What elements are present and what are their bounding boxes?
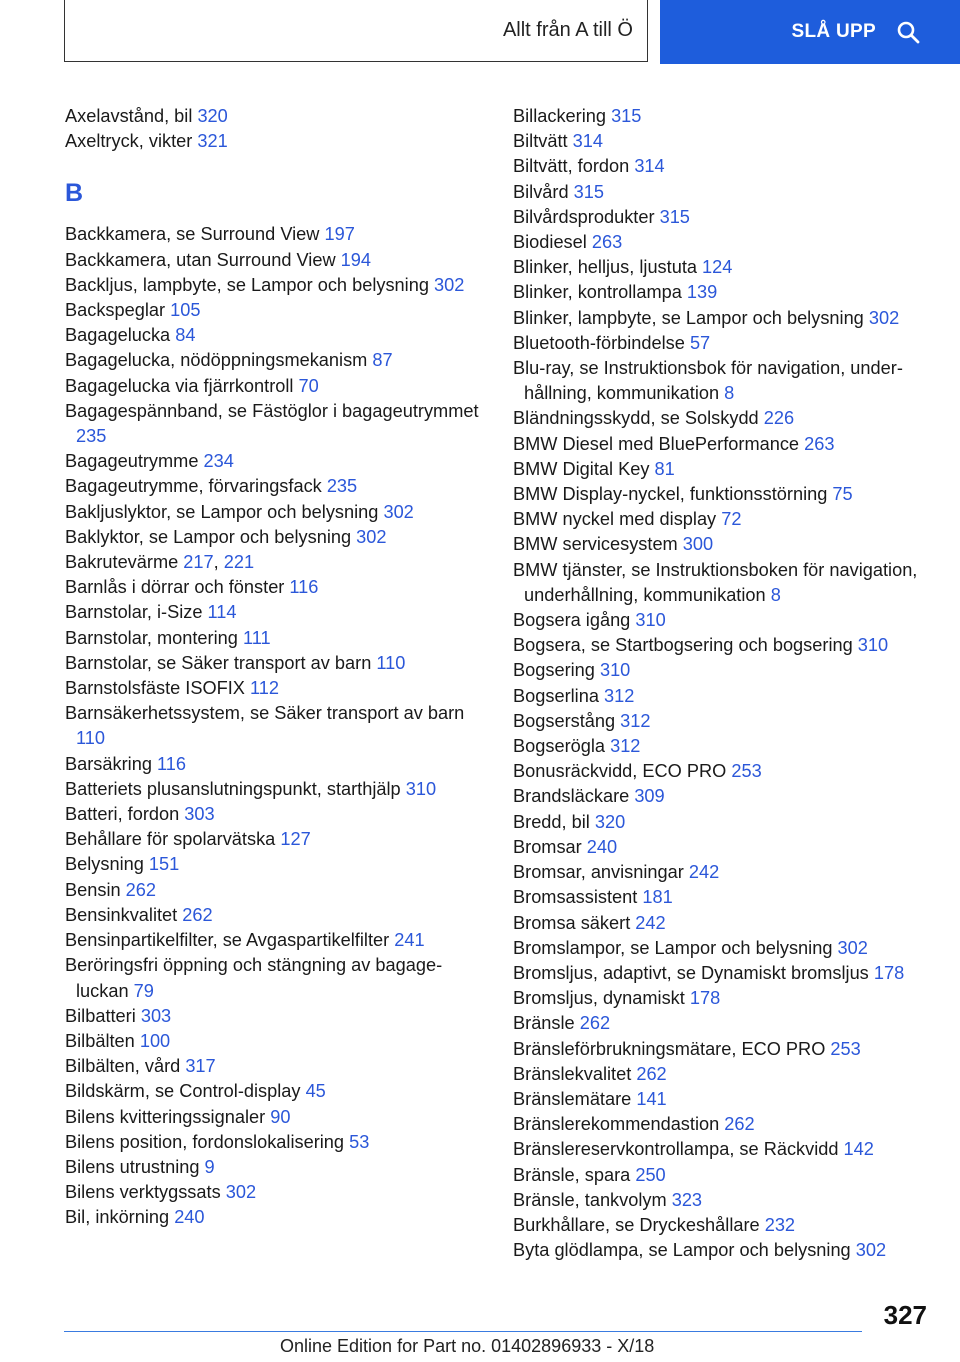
index-entry	[513, 255, 933, 280]
index-entry	[513, 230, 933, 255]
index-term: Axelavstånd, bil	[65, 106, 198, 126]
page-link[interactable]: 75	[832, 484, 853, 505]
index-term: Bil, inkörning	[65, 1207, 175, 1228]
index-entry	[513, 205, 933, 230]
page-link[interactable]: 226	[763, 408, 795, 429]
page-link[interactable]: 84	[175, 325, 196, 346]
index-entry	[513, 608, 933, 633]
index-entry	[513, 1037, 933, 1062]
page-link[interactable]: 45	[305, 1081, 326, 1102]
index-entry	[513, 129, 933, 154]
index-entry	[513, 961, 933, 986]
index-entry	[513, 306, 933, 331]
index-entry	[65, 852, 485, 877]
index-entry	[513, 331, 933, 356]
index-term: Barnsäkerhetssystem, se Säker transport av barn	[65, 703, 465, 724]
edition-footer: Online Edition for Part no. 01402896933 - X/18	[280, 1336, 655, 1356]
index-entry	[65, 827, 485, 852]
index-term: Bensinkvalitet	[65, 904, 183, 925]
page-link[interactable]: 315	[573, 181, 605, 202]
page-link[interactable]: 302	[225, 1182, 257, 1203]
index-term: Bensinpartikelfilter, se Avgaspartikelfilter	[65, 930, 395, 951]
index-entry	[65, 399, 485, 449]
index-entry	[65, 449, 485, 474]
index-entry	[513, 936, 933, 961]
page-link[interactable]: 242	[688, 862, 720, 883]
index-term: Bromsljus, dynamiskt	[513, 988, 690, 1009]
index-term: Barnstolar, i-Size	[65, 602, 208, 623]
page-link[interactable]: 317	[185, 1056, 216, 1077]
index-term: Bilbälten	[65, 1030, 140, 1051]
page-link[interactable]: 241	[394, 930, 425, 951]
index-term: Biltvätt	[513, 131, 573, 152]
index-entry	[513, 986, 933, 1011]
tab-a-to-z-label: Allt från A till Ö	[502, 19, 633, 41]
page-link[interactable]: 139	[686, 282, 718, 303]
page-link[interactable]: 194	[340, 249, 372, 270]
index-term: BMW servicesystem	[513, 534, 683, 555]
index-term: Bränsle, tankvolym	[513, 1189, 672, 1210]
index-term: Brandsläckare	[513, 786, 635, 807]
page-link[interactable]: 105	[170, 300, 201, 321]
page-link[interactable]: 302	[837, 937, 868, 958]
page-link[interactable]: 8	[724, 383, 735, 404]
page-link[interactable]: 262	[636, 1063, 667, 1084]
index-term: Barnstolar, montering	[65, 627, 243, 648]
index-term: Blinker, kontrollampa	[513, 282, 687, 303]
page-link[interactable]: 221	[223, 552, 255, 573]
index-entry	[513, 835, 933, 860]
page-link[interactable]: 314	[634, 156, 665, 177]
index-entry	[513, 633, 933, 658]
page-link[interactable]: 87	[372, 350, 393, 371]
page-link[interactable]: 53	[349, 1131, 370, 1152]
index-entry	[513, 1238, 933, 1263]
index-entry	[513, 406, 933, 431]
index-term: Bogserstång	[513, 710, 621, 731]
page-link[interactable]: 302	[855, 1240, 887, 1261]
page-link[interactable]: 312	[604, 685, 635, 706]
page-link[interactable]: 8	[770, 584, 781, 605]
index-entry	[65, 222, 485, 247]
index-entry	[65, 802, 485, 827]
index-entry	[65, 1180, 485, 1205]
index-entry	[513, 507, 933, 532]
page-link[interactable]: 90	[270, 1106, 291, 1127]
index-entry	[65, 777, 485, 802]
index-term: Barsäkring	[65, 753, 157, 774]
index-entry	[65, 374, 485, 399]
index-entry	[513, 911, 933, 936]
page-link[interactable]: 234	[203, 451, 234, 472]
index-entry	[513, 810, 933, 835]
index-term: Bilbatteri	[65, 1005, 141, 1026]
index-entry	[513, 1137, 933, 1162]
index-term: Bagagelucka via fjärrkontroll	[65, 375, 299, 396]
index-entry	[513, 784, 933, 809]
page-link[interactable]: 127	[280, 829, 311, 850]
index-entry	[65, 676, 485, 701]
index-term: Batteri, fordon	[65, 804, 185, 825]
index-entry	[65, 500, 485, 525]
index-term: Bluetooth-förbindelse	[513, 332, 690, 353]
index-term: Bagagelucka	[65, 325, 176, 346]
index-entry	[513, 180, 933, 205]
index-term: Burkhållare, se Dryckeshållare	[513, 1214, 765, 1235]
page-link[interactable]: 253	[830, 1038, 861, 1059]
index-term: Bränslereservkontrollampa, se Räckvidd	[513, 1139, 844, 1160]
tab-lookup[interactable]	[660, 0, 960, 64]
tab-a-to-z[interactable]	[64, 0, 648, 62]
index-entry	[65, 129, 485, 154]
index-term: Barnlås i dörrar och fönster	[65, 577, 290, 598]
page-link[interactable]: 262	[182, 904, 213, 925]
page-link[interactable]: 141	[636, 1088, 667, 1109]
index-term: BMW Digital Key	[513, 458, 655, 479]
index-term: Bogsera igång	[513, 610, 636, 631]
index-term: Bredd, bil	[513, 811, 595, 832]
index-entry	[65, 248, 485, 273]
page-link[interactable]: 314	[572, 131, 603, 152]
tab-lookup-label: SLÅ UPP	[791, 21, 876, 42]
index-entry	[65, 273, 485, 298]
index-term: Bländningsskydd, se Solskydd	[513, 408, 764, 429]
page-link[interactable]: 320	[594, 811, 626, 832]
index-term: Bilens position, fordonslokalisering	[65, 1131, 350, 1152]
index-entry	[513, 457, 933, 482]
index-entry	[513, 532, 933, 557]
index-entry	[513, 104, 933, 129]
index-term: Bagageutrymme, förvaringsfack	[65, 476, 327, 497]
index-term: Biodiesel	[513, 232, 592, 253]
page-link[interactable]: 263	[591, 232, 623, 253]
page-link[interactable]: 310	[405, 778, 437, 799]
index-entry	[513, 432, 933, 457]
index-entry	[513, 860, 933, 885]
index-entry	[65, 878, 485, 903]
index-term: Bilbälten, vård	[65, 1056, 186, 1077]
page-link[interactable]: 100	[139, 1030, 171, 1051]
index-term: Bensin	[65, 879, 126, 900]
index-entry	[513, 280, 933, 305]
index-entry	[513, 154, 933, 179]
page-link[interactable]: 253	[731, 761, 762, 782]
index-entry	[65, 953, 485, 1003]
page-link[interactable]: 57	[689, 332, 711, 353]
page-link[interactable]: 242	[635, 912, 666, 933]
page-link[interactable]: 310	[635, 610, 666, 631]
page-link[interactable]: 312	[620, 710, 651, 731]
index-entry	[513, 558, 933, 608]
index-entry	[65, 928, 485, 953]
index-entry	[513, 1087, 933, 1112]
index-term: Bromsassistent	[513, 887, 643, 908]
page-link[interactable]: 262	[724, 1114, 755, 1135]
index-entry	[513, 1188, 933, 1213]
page-link[interactable]: 217	[183, 552, 214, 573]
index-entry	[65, 651, 485, 676]
page-link[interactable]: 197	[324, 224, 355, 245]
index-term: Batteriets plusanslutningspunkt, starthjälp	[65, 778, 406, 799]
page-separator: ,	[213, 552, 224, 573]
index-term: Bilvårdsprodukter	[513, 206, 660, 227]
page-link[interactable]: 303	[140, 1005, 172, 1026]
page-link[interactable]: 124	[702, 257, 733, 278]
page-link[interactable]: 114	[207, 602, 237, 623]
page-link[interactable]: 79	[133, 980, 154, 1001]
index-entry	[65, 575, 485, 600]
index-entry	[65, 104, 485, 129]
index-term: BMW tjänster, se Instruktionsboken för navigation, underhållning, kommunikation	[513, 559, 918, 605]
index-entry	[65, 1029, 485, 1054]
footer-divider	[64, 1331, 862, 1332]
index-entry	[65, 348, 485, 373]
index-term: Bromslampor, se Lampor och belysning	[513, 937, 838, 958]
index-term: Bränsle	[513, 1013, 580, 1034]
index-entry	[65, 298, 485, 323]
index-term: Bilvård	[513, 181, 574, 202]
page-link[interactable]: 315	[611, 106, 642, 126]
page-link[interactable]: 81	[654, 458, 675, 479]
page-link[interactable]: 302	[434, 274, 465, 295]
index-term: Bränsleförbrukningsmätare, ECO PRO	[513, 1038, 831, 1059]
index-entry	[65, 1205, 485, 1230]
index-term: Bagagelucka, nödöppningsmekanism	[65, 350, 373, 371]
page-link[interactable]: 302	[383, 501, 414, 522]
index-column-right	[513, 104, 933, 1263]
page-link[interactable]: 262	[579, 1013, 611, 1034]
index-entry	[513, 1112, 933, 1137]
index-term: Barnstolar, se Säker transport av barn	[65, 652, 377, 673]
index-entry	[65, 1105, 485, 1130]
page-link[interactable]: 111	[242, 627, 271, 648]
index-term: Backspeglar	[65, 300, 171, 321]
page-link[interactable]: 263	[804, 433, 835, 454]
index-term: Bilens utrustning	[65, 1156, 205, 1177]
index-term: Bogsering	[513, 660, 600, 681]
page-link[interactable]: 320	[197, 106, 228, 126]
index-term: Behållare för spolarvätska	[65, 829, 281, 850]
index-entry	[513, 734, 933, 759]
index-entry	[513, 709, 933, 734]
page-link[interactable]: 72	[721, 509, 742, 530]
index-term: Bakrutevärme	[65, 552, 184, 573]
index-term: Axeltryck, vikter	[65, 131, 198, 152]
page-link[interactable]: 310	[857, 635, 889, 656]
index-term: Biltvätt, fordon	[513, 156, 635, 177]
index-entry	[65, 600, 485, 625]
index-term: Bagageutrymme	[65, 451, 204, 472]
index-term: Bränsle, spara	[513, 1164, 636, 1185]
page-link[interactable]: 9	[204, 1156, 215, 1177]
index-term: Backljus, lampbyte, se Lampor och belysning	[65, 274, 434, 295]
page-number: 327	[883, 1300, 927, 1330]
index-entry	[513, 482, 933, 507]
index-term: Bromsar, anvisningar	[513, 862, 689, 883]
index-term: Bränslekvalitet	[513, 1063, 637, 1084]
index-entry	[65, 323, 485, 348]
index-entry	[65, 1004, 485, 1029]
index-term: Byta glödlampa, se Lampor och belysning	[513, 1240, 856, 1261]
index-entry	[513, 1062, 933, 1087]
index-term: Baklyktor, se Lampor och belysning	[65, 526, 357, 547]
index-term: Bränslerekommendastion	[513, 1114, 725, 1135]
index-term: Bromsljus, adaptivt, se Dynamiskt bromsljus	[513, 962, 874, 983]
page-link[interactable]: 181	[642, 887, 673, 908]
page-link[interactable]: 110	[376, 652, 406, 673]
search-icon	[896, 20, 920, 44]
index-entry	[65, 626, 485, 651]
index-term: Bilens kvitteringssignaler	[65, 1106, 271, 1127]
index-term: Bonusräckvidd, ECO PRO	[513, 761, 732, 782]
index-term: Bogsera, se Startbogsering och bogsering	[513, 635, 858, 656]
index-entry	[65, 1130, 485, 1155]
index-term: Bogserlina	[513, 685, 604, 706]
page-link[interactable]: 250	[635, 1164, 666, 1185]
page-link[interactable]: 310	[599, 660, 631, 681]
page-link[interactable]: 302	[356, 526, 387, 547]
index-term: BMW Diesel med BluePerformance	[513, 433, 805, 454]
page-link[interactable]: 323	[671, 1189, 703, 1210]
page-link[interactable]: 315	[659, 206, 690, 227]
page-link[interactable]: 312	[610, 736, 641, 757]
index-entry	[65, 1054, 485, 1079]
page-link[interactable]: 240	[586, 836, 618, 857]
page-link[interactable]: 300	[682, 534, 714, 555]
page-link[interactable]: 70	[298, 375, 319, 396]
page-link[interactable]: 302	[868, 307, 900, 328]
index-entry	[513, 1011, 933, 1036]
index-term: Backkamera, utan Surround View	[65, 249, 341, 270]
index-entry	[65, 752, 485, 777]
page-link[interactable]: 112	[249, 678, 279, 699]
index-term: Bagagespännband, se Fästöglor i bagageutrymmet	[65, 400, 479, 421]
page-link[interactable]: 303	[184, 804, 215, 825]
top-navigation	[0, 0, 960, 66]
index-entry	[513, 885, 933, 910]
index-term: Blu-ray, se Instruktionsbok för navigation, underhållning, kommunikation	[513, 358, 903, 404]
index-term: Backkamera, se Surround View	[65, 224, 325, 245]
page-link[interactable]: 178	[873, 962, 905, 983]
page-link[interactable]: 110	[76, 728, 105, 749]
page-link[interactable]: 321	[197, 131, 228, 152]
page-link[interactable]: 116	[157, 753, 186, 774]
page-link[interactable]: 232	[764, 1214, 796, 1235]
index-entry	[513, 658, 933, 683]
index-entry	[65, 525, 485, 550]
page-link[interactable]: 309	[634, 786, 665, 807]
index-column-left	[65, 104, 485, 1231]
index-term: Blinker, lampbyte, se Lampor och belysning	[513, 307, 869, 328]
index-entry	[513, 356, 933, 406]
index-term: Bakljuslyktor, se Lampor och belysning	[65, 501, 384, 522]
page-link[interactable]: 240	[174, 1207, 205, 1228]
index-term: Barnstolsfäste ISOFIX	[65, 678, 250, 699]
index-section-letter: B	[65, 179, 84, 208]
index-entry	[65, 1079, 485, 1104]
index-term: Bromsar	[513, 836, 587, 857]
index-term: Bogserögla	[513, 736, 611, 757]
index-term: Belysning	[65, 854, 149, 875]
index-entry	[513, 759, 933, 784]
index-term: Billackering	[513, 106, 612, 126]
index-entry	[65, 550, 485, 575]
index-entry	[65, 474, 485, 499]
index-term: Beröringsfri öppning och stängning av bagageluckan	[65, 955, 443, 1001]
page-link[interactable]: 142	[843, 1139, 874, 1160]
index-term: Blinker, helljus, ljustuta	[513, 257, 703, 278]
page-link[interactable]: 262	[125, 879, 157, 900]
page-link[interactable]: 151	[148, 854, 180, 875]
page-link[interactable]: 235	[326, 476, 358, 497]
page-link[interactable]: 178	[689, 988, 721, 1009]
page-link[interactable]: 235	[76, 426, 107, 447]
index-entry	[513, 1163, 933, 1188]
index-entry	[65, 1155, 485, 1180]
index-term: Bränslemätare	[513, 1088, 637, 1109]
index-term: BMW nyckel med display	[513, 509, 722, 530]
index-term: Bromsa säkert	[513, 912, 636, 933]
page-link[interactable]: 116	[289, 577, 319, 598]
index-term: BMW Display-nyckel, funktionsstörning	[513, 484, 833, 505]
index-term: Bildskärm, se Control-display	[65, 1081, 306, 1102]
index-entry	[65, 903, 485, 928]
index-entry	[65, 701, 485, 751]
index-entry	[513, 1213, 933, 1238]
index-entry	[513, 684, 933, 709]
index-term: Bilens verktygssats	[65, 1182, 226, 1203]
